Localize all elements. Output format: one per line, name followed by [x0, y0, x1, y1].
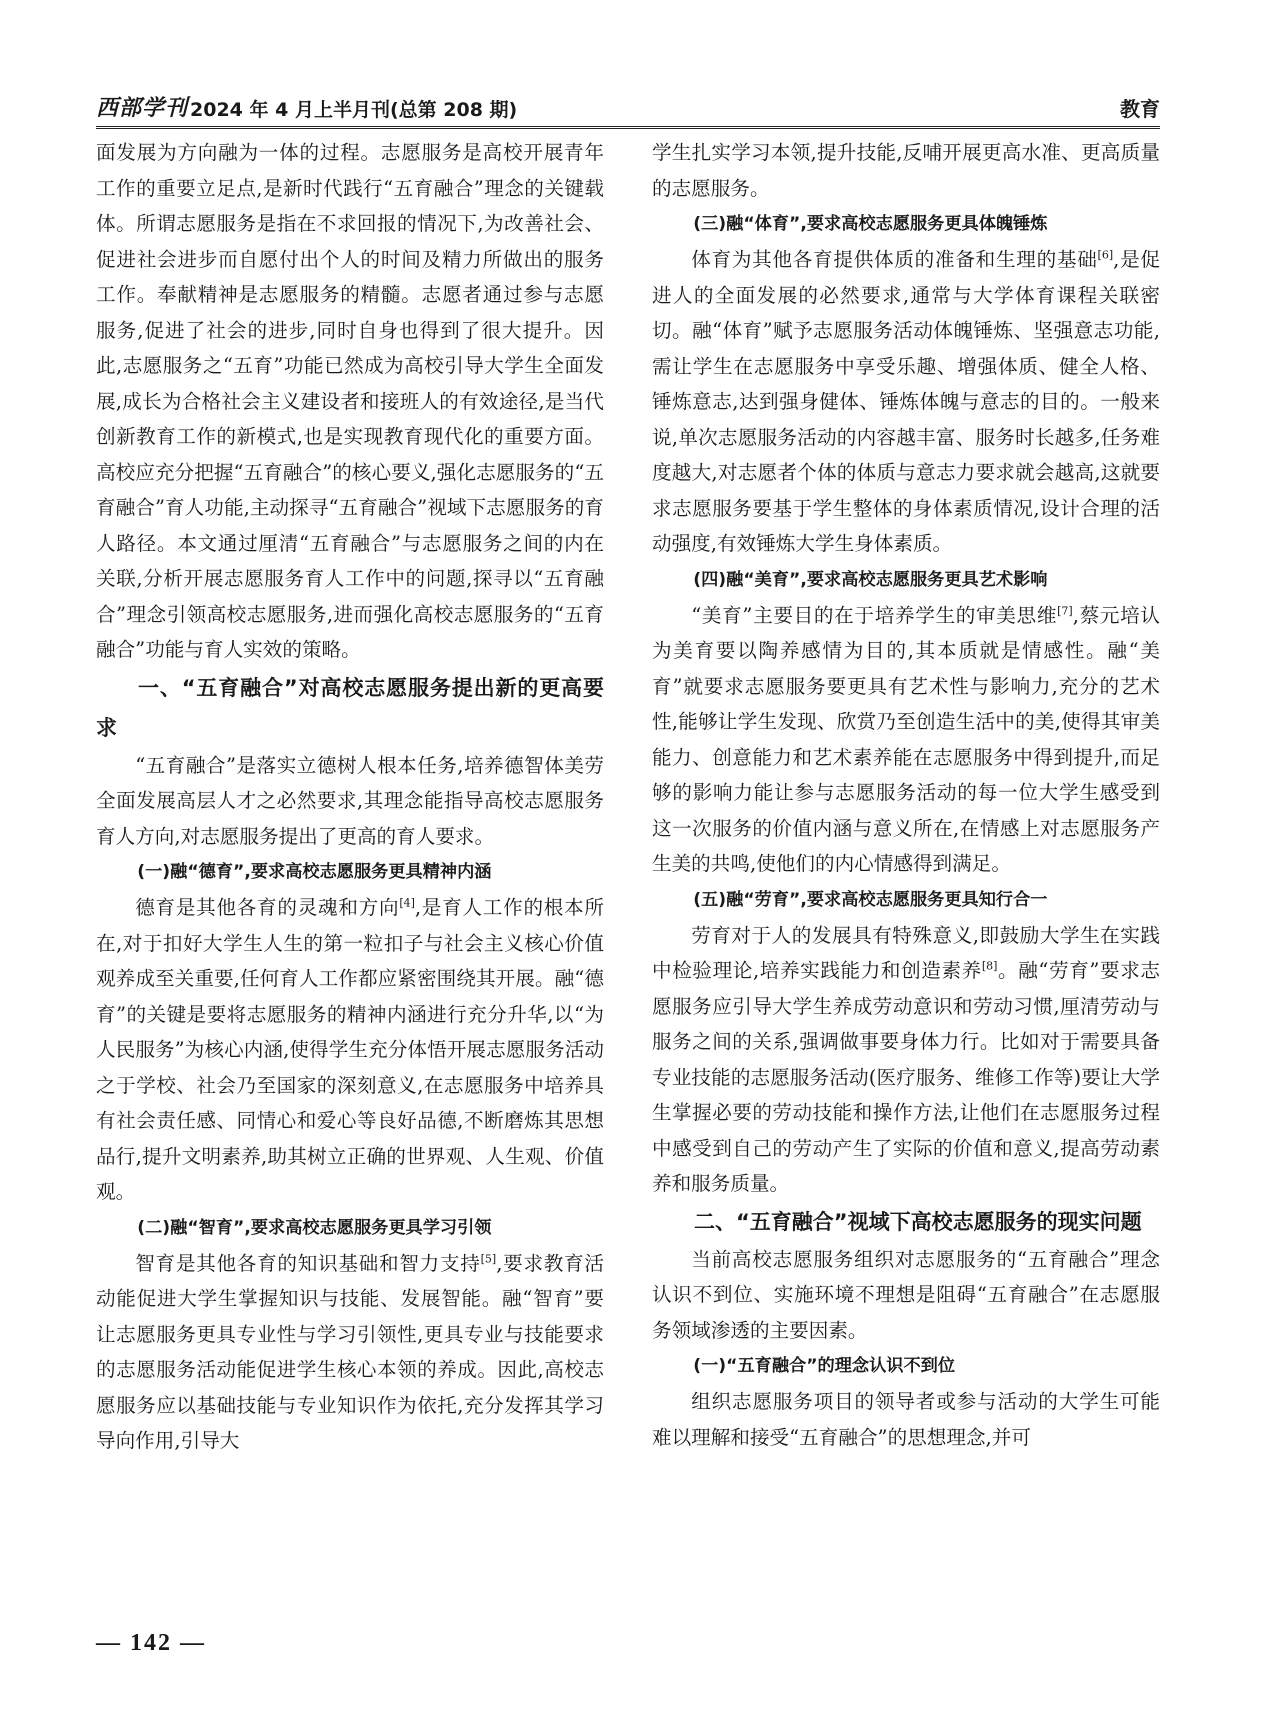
citation-ref: [5] [480, 1251, 497, 1265]
section-heading: 一、“五育融合”对高校志愿服务提出新的更高要求 [96, 675, 604, 740]
subsection-heading: (一)融“德育”,要求高校志愿服务更具精神内涵 [137, 862, 492, 882]
paragraph-text: 智育是其他各育的知识基础和智力支持 [135, 1251, 481, 1275]
paragraph [652, 918, 1160, 1202]
paragraph-text: 体育为其他各育提供体质的准备和生理的基础 [691, 248, 1098, 271]
header-left [96, 91, 517, 122]
citation-ref: [7] [1057, 603, 1073, 617]
section-label: 教育 [1120, 97, 1160, 121]
subsection-heading: (五)融“劳育”,要求高校志愿服务更具知行合一 [693, 889, 1048, 910]
paragraph-text: 德育是其他各育的灵魂和方向 [135, 896, 400, 919]
paragraph-text: “美育”主要目的在于培养学生的审美思维 [691, 603, 1058, 627]
paragraph: 当前高校志愿服务组织对志愿服务的“五育融合”理念认识不到位、实施环境不理想是阻碍“五育融合”在志愿服务领域渗透的主要因素。 [652, 1247, 1160, 1342]
paragraph: 学生扎实学习本领,提升技能,反哺开展更高水准、更高质量的志愿服务。 [652, 141, 1160, 200]
paragraph-text: ,是促进人的全面发展的必然要求,通常与大学体育课程关联密切。融“体育”赋予志愿服务活动体魄锤炼、坚强意志功能,需让学生在志愿服务中享受乐趣、增强体质、健全人格、锤炼意志,达到强身健体、锤炼体魄与意志的目的。一般来说,单次志愿服务活动的内容越丰富、服务时长越多,任务难度越大,对志愿者个体的体质与意志力要求就会越高,这就要求志愿服务要基于学生整体的身体素质情况,设计合理的活动强度,有效锤炼大学生身体素质。 [652, 248, 1161, 555]
left-column [96, 135, 604, 1459]
paragraph-text: 。融“劳育”要求志愿服务应引导大学生养成劳动意识和劳动习惯,厘清劳动与服务之间的关系,强调做事要身体力行。比如对于需要具备专业技能的志愿服务活动(医疗服务、维修工作等)要让大学生掌握必要的劳动技能和操作方法,让他们在志愿服务过程中感受到自己的劳动产生了实际的价值和意义,提高劳动素养和服务质量。 [652, 959, 1160, 1195]
journal-logo: 西部学刊 [96, 95, 189, 121]
citation-ref: [6] [1097, 248, 1114, 262]
subsection-heading: (二)融“智育”,要求高校志愿服务更具学习引领 [137, 1217, 492, 1238]
subsection-heading: (一)“五育融合”的理念认识不到位 [693, 1356, 956, 1376]
right-column [652, 135, 1160, 1455]
running-header [96, 88, 1160, 129]
paragraph [652, 598, 1160, 882]
issue-info: 2024 年 4 月上半月刊(总第 208 期) [190, 99, 518, 121]
citation-ref: [8] [981, 959, 998, 973]
paragraph: 组织志愿服务项目的领导者或参与活动的大学生可能难以理解和接受“五育融合”的思想理念,并可 [652, 1390, 1160, 1449]
paragraph [96, 1246, 604, 1459]
paragraph-text: ,要求教育活动能促进大学生掌握知识与技能、发展智能。融“智育”要让志愿服务更具专业性与学习引领性,更具专业与技能要求的志愿服务活动能促进学生核心本领的养成。因此,高校志愿服务应以基础技能与专业知识作为依托,充分发挥其学习导向作用,引导大 [96, 1251, 605, 1452]
page-number: — 142 — [96, 1630, 206, 1656]
subsection-heading: (三)融“体育”,要求高校志愿服务更具体魄锤炼 [693, 214, 1048, 234]
paragraph [652, 242, 1160, 562]
section-heading: 二、“五育融合”视域下高校志愿服务的现实问题 [694, 1209, 1142, 1234]
paragraph-text: 劳育对于人的发展具有特殊意义,即鼓励大学生在实践中检验理论,培养实践能力和创造素养 [652, 923, 1160, 982]
paragraph: 面发展为方向融为一体的过程。志愿服务是高校开展青年工作的重要立足点,是新时代践行“五育融合”理念的关键载体。所谓志愿服务是指在不求回报的情况下,为改善社会、促进社会进步而自愿付出个人的时间及精力所做出的服务工作。奉献精神是志愿服务的精髓。志愿者通过参与志愿服务,促进了社会的进步,同时自身也得到了很大提升。因此,志愿服务之“五育”功能已然成为高校引导大学生全面发展,成长为合格社会主义建设者和接班人的有效途径,是当代创新教育工作的新模式,也是实现教育现代化的重要方面。高校应充分把握“五育融合”的核心要义,强化志愿服务的“五育融合”育人功能,主动探寻“五育融合”视域下志愿服务的育人路径。本文通过厘清“五育融合”与志愿服务之间的内在关联,分析开展志愿服务育人工作中的问题,探寻以“五育融合”理念引领高校志愿服务,进而强化高校志愿服务的“五育融合”功能与育人实效的策略。 [96, 141, 604, 661]
paragraph-text: ,蔡元培认为美育要以陶养感情为目的,其本质就是情感性。融“美育”就要求志愿服务要更具有艺术性与影响力,充分的艺术性,能够让学生发现、欣赏乃至创造生活中的美,使得其审美能力、创意能力和艺术素养能在志愿服务中得到提升,而足够的影响力能让参与志愿服务活动的每一位大学生感受到这一次服务的价值内涵与意义所在,在情感上对志愿服务产生美的共鸣,使他们的内心情感得到满足。 [652, 603, 1160, 875]
subsection-heading: (四)融“美育”,要求高校志愿服务更具艺术影响 [693, 569, 1048, 590]
citation-ref: [4] [399, 896, 415, 910]
paragraph-text: ,是育人工作的根本所在,对于扣好大学生人生的第一粒扣子与社会主义核心价值观养成至关重要,任何育人工作都应紧密围绕其开展。融“德育”的关键是要将志愿服务的精神内涵进行充分升华,以“为人民服务”为核心内涵,使得学生充分体悟开展志愿服务活动之于学校、社会乃至国家的深刻意义,在志愿服务中培养具有社会责任感、同情心和爱心等良好品德,不断磨炼其思想品行,提升文明素养,助其树立正确的世界观、人生观、价值观。 [96, 896, 605, 1203]
paragraph: “五育融合”是落实立德树人根本任务,培养德智体美劳全面发展高层人才之必然要求,其理念能指导高校志愿服务育人方向,对志愿服务提出了更高的育人要求。 [96, 753, 604, 848]
paragraph [96, 890, 604, 1210]
